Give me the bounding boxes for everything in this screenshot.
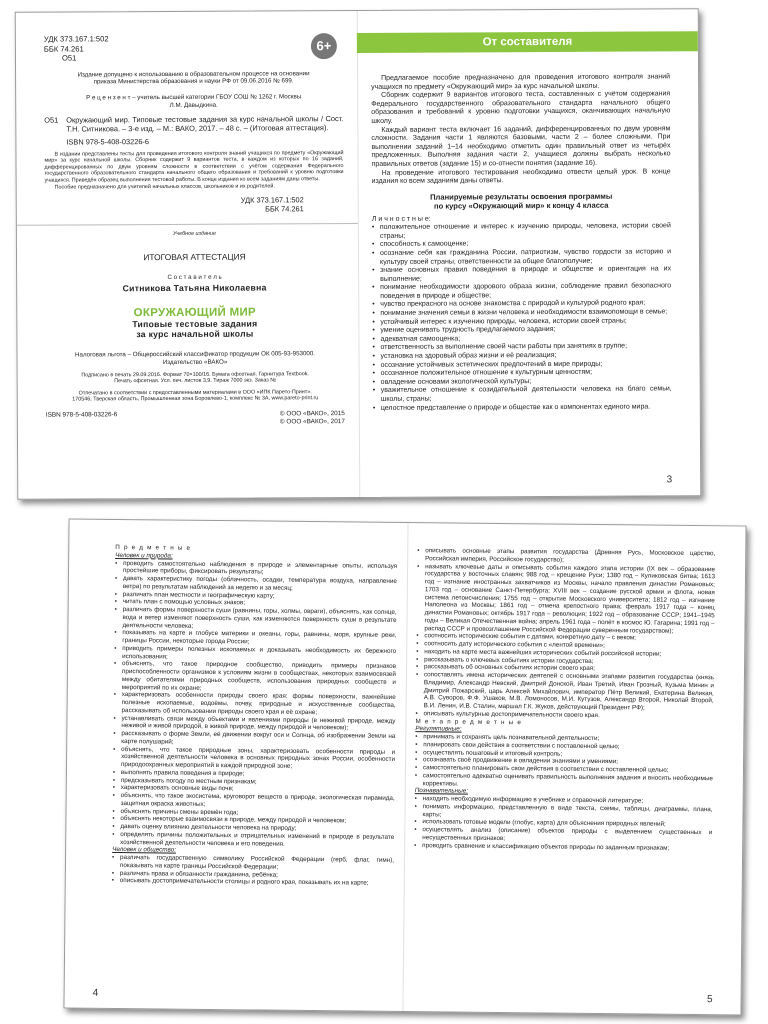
list-item: • предсказывать погоду по местным признакам; — [113, 776, 395, 787]
list-item: • давать характеристику погоды (облачность, осадки, температура воздуха, направление ветра) по результатам наблюдений за неделю и за месяц; — [115, 575, 397, 593]
list-item: • объяснять, что такое природное сообщество, приводить примеры признаков приспособленности организмов к условиям жизни в сообществах, некоторых взаимосвязей между обитателями природных сообществ, использования природных сообществ и мероприятий по их охране; — [114, 660, 396, 694]
series-title: ИТОГОВАЯ АТТЕСТАЦИЯ — [143, 251, 246, 262]
list-item: • читать план с помощью условных знаков; — [115, 598, 397, 609]
publisher: Издательство «ВАКО» — [162, 358, 228, 366]
list-item: • адекватная самооценка; — [372, 334, 671, 344]
list-item: • рассказывать об основных событиях истории своего края; — [416, 663, 714, 674]
list-item: • находить необходимую информацию в учебнике и справочной литературе; — [415, 795, 713, 806]
page-number: 3 — [666, 474, 673, 486]
list-item: • устойчивый интерес к изучению природы, человека, истории своей страны; — [372, 317, 671, 327]
preface-paragraph: Сборник содержит 9 вариантов итогового теста, составленных с учётом содержания Федерального государственного образовательного стандарта начального общего образования и требований к уровню подготовки учащихся, оканчивающих начальную школу. — [371, 90, 671, 125]
list-item: • приводить примеры полезных ископаемых и доказывать необходимость их бережного использования; — [114, 645, 396, 663]
cognitive-results-list — [414, 795, 713, 852]
book-subtitle-2: за курс начальной школы — [136, 328, 254, 340]
edition-label: Учебное издание — [172, 230, 216, 238]
age-rating-badge: 6+ — [311, 33, 337, 59]
compiler-name: Ситникова Татьяна Николаевна — [122, 282, 267, 294]
biblio-text: Окружающий мир. Типовые тестовые задания за курс начальной школы / Сост. Т.Н. Ситникова. – 3-е изд. – М.: ВАКО, 2017. – 48 с. – (Итоговая аттестация). — [66, 114, 344, 134]
list-item: • осознание себя как гражданина России, патриотизм, чувство гордости за историю и культуру своей страны, ответственности за общее благополучие; — [372, 248, 671, 267]
list-item: • знание основных правил поведения в природе и обществе и ориентация на их выполнение; — [372, 265, 671, 284]
list-item: • выполнять правила поведения в природе; — [113, 769, 395, 780]
list-item: • рассказывать о ключевых событиях истории государства; — [416, 656, 714, 667]
imprint-page — [16, 11, 360, 499]
society-results-list — [112, 854, 394, 888]
book-spread-bottom — [63, 518, 746, 1015]
list-item: • осуществлять пошаговый и итоговый контроль; — [415, 749, 713, 760]
planned-results-title-line-2: по курсу «Окружающий мир» к концу 4 класса — [434, 200, 609, 211]
list-item: • принимать и сохранять цель познавательной деятельности; — [415, 733, 713, 744]
list-item: • положительное отношение и интерес к изучению природы, человека, истории своей страны; — [372, 222, 671, 241]
list-item: • соотносить дату исторического события с «лентой времени»; — [416, 640, 714, 651]
annotation: В издании представлены тесты для проведения итогового контроля знаний учащихся по предмету «Окружающий мир» за курс начальной школы. Сборник содержит 9 вариантов теста, в каждом из которых по 16 заданий, дифференцированных по двум уровням сложности в соответствии с учётом содержания Федерального государственного образовательного стандарта начального общего образования и требований к уровню подготовки учащихся. Приведён образец выполнения тестовой работы. В конце издания ко всем заданиям даны ответы. — [44, 149, 344, 184]
list-item: • различать государственную символику Российской Федерации (герб, флаг, гимн), показывать на карте границы Российской Федерации; — [112, 854, 394, 872]
list-item: • различать план местности и географическую карту; — [115, 590, 397, 601]
group-label-regulatory: Регулятивные: — [415, 725, 462, 733]
group-label-cognitive: Познавательные: — [414, 787, 469, 795]
list-item: • называть ключевые даты и описывать события каждого этапа истории (IX век – образование государства у восточных славян; 988 год – крещение Руси; 1380 год – Куликовская битва; 1613 год – изгнание иностранных захватчиков из Москвы, начало правления династии Романовых; 1703 год – основание Санкт-Петербурга; XVIII век – создание русской армии и флота, новая система летоисчисления; 1755 год – открытие Московского университета; 1812 год – изгнание Наполеона из Москвы; 1861 год – отмена крепостного права; февраль 1917 года – конец династии Романовых; октябрь 1917 года – революция; 1922 год – образование СССР; 1941–1945 годы – Великая Отечественная война; апрель 1961 года – полёт в космос Ю. Гагарина; 1991 год – распад СССР и провозглашение Российской Федерации суверенным государством); — [416, 563, 715, 636]
nature-results-list — [112, 559, 397, 849]
list-item: • находить на карте места важнейших исторических событий российской истории; — [416, 648, 714, 659]
book-spread-top — [15, 8, 702, 500]
list-item: • устанавливать связи между объектами и явлениями природы (в неживой природе, между неживой и живой природой, в живой природе, между природой и человеком); — [113, 714, 395, 732]
list-item: • понимать информацию, представленную в виде текста, схемы, таблицы, диаграммы, плана, карты; — [414, 803, 712, 822]
list-item: • целостное представление о природе и обществе как о компонентах единого мира. — [373, 403, 672, 413]
list-item: • объяснять, что такое природные зоны, характеризовать особенности природы и хозяйственной деятельности человека в основных природных зонах России, особенности природоохранных мероприятий в каждой природной зоне; — [113, 745, 395, 771]
page-number: 5 — [706, 994, 713, 1006]
book-title: ОКРУЖАЮЩИЙ МИР — [133, 306, 257, 320]
list-item: • осознавать своё продвижение в овладении знаниями и умениями; — [415, 756, 713, 767]
udk-code: УДК 373.167.1:502 — [43, 34, 109, 44]
bibliographic-record — [44, 114, 343, 134]
personal-results-list — [372, 222, 672, 413]
udk-bottom — [45, 195, 344, 215]
group-label-society: Человек и общество: — [112, 846, 176, 854]
list-item: • проводить самостоятельно наблюдения в природе и элементарные опыты, используя простейшие приборы, фиксировать результаты; — [115, 559, 397, 577]
list-item: • описывать основные этапы развития государства (Древняя Русь, Московское царство, Российская империя, Российское государство); — [417, 547, 715, 566]
list-item: • показывать на карте и глобусе материки и океаны, горы, равнины, моря, крупные реки, границы России, некоторые города России; — [114, 629, 396, 647]
list-item: • способность к самооценке; — [372, 240, 671, 250]
list-item: • рассказывать о форме Земли, её движении вокруг оси и Солнца, об изображении Земли на карте полушарий; — [113, 730, 395, 748]
list-item: • осознанное положительное отношение к культурным ценностям; — [373, 369, 672, 379]
list-item: • осознание устойчивых эстетических предпочтений в мире природы; — [373, 360, 672, 370]
list-item: • осуществлять анализ (описание) объектов природы с выделением существенных и несущественных признаков; — [414, 826, 712, 845]
list-item: • установка на здоровый образ жизни и её реализация; — [373, 351, 672, 361]
list-item: • ответственность за выполнение своей части работы при занятиях в группе; — [372, 343, 671, 353]
book-subtitle-1: Типовые тестовые задания — [132, 318, 258, 330]
preface-paragraph: На проведение итогового тестирования необходимо отвести целый урок. В конце издания ко всем заданиям даны ответы. — [371, 167, 671, 186]
list-item: • проводить сравнение и классификацию объектов природы по заданным признакам; — [414, 842, 712, 853]
history-results-list — [416, 547, 716, 721]
list-item: • различать права и обязанности гражданина, ребёнка; — [112, 869, 394, 880]
isbn-bottom: ISBN 978-5-408-03226-6 — [45, 411, 118, 419]
list-item: • описывать культурные достопримечательности своего края. — [416, 710, 714, 721]
group-label-nature: Человек и природа: — [115, 551, 173, 560]
preface-text — [371, 73, 671, 186]
print-info-2: Печать офсетная. Усл. печ. листов 3,9. Тираж 7000 экз. Заказ № — [114, 377, 277, 385]
divider — [17, 223, 358, 226]
preface-paragraph: Предлагаемое пособие предназначено для проведения итогового контроля знаний учащихся по предмету «Окружающий мир» за курс начальной школы. — [371, 73, 671, 91]
copyright-line-1: © ООО «ВАКО», 2015 — [279, 409, 345, 418]
list-item: • описывать достопримечательности столицы и родного края, показывать их на карте; — [112, 877, 394, 888]
list-item: • понимание значения семьи в жизни человека и необходимости взаимопомощи в семье; — [372, 308, 671, 318]
bbk-bottom-line: ББК 74.261 — [265, 204, 304, 214]
list-item: • различать формы поверхности суши (равнины, горы, холмы, овраги), объяснять, как солнце, вода и ветер изменяют поверхность суши, как изменяются поверхность суши в результате деятельности человека; — [114, 606, 396, 632]
list-item: • сопоставлять имена исторических деятелей с основными этапами развития государства (князь Владимир, Александр Невский, Дмитрий Донской, Иван Третий, Иван Грозный, Кузьма Минин и Дмитрий Пожарский, царь Алексей Михайлович, император Пётр Великий, Екатерина Великая, А.В. Суворов, Ф.Ф. Ушаков, М.В. Ломоносов, М.И. Кутузов, Александр Второй, Николай Второй, В.И. Ленин, И.В. Сталин, маршал Г.К. Жуков, действующий Президент РФ); — [416, 671, 714, 713]
list-item: • определять причины положительных и отрицательных изменений в природе в результате хозяйственной деятельности человека и его поведения. — [112, 831, 394, 849]
udk-block — [44, 33, 343, 63]
metasubject-label: М е т а п р е д м е т н ы е — [415, 717, 523, 726]
list-item: • характеризовать основные виды почв; — [113, 784, 395, 795]
printed-note-1: Отпечатано в соответствии с предоставленными материалами в ООО «ИПК Парето-Принт». — [78, 388, 312, 397]
udk-bottom-line: УДК 373.167.1:502 — [240, 195, 304, 205]
personal-results-label: Л и ч н о с т н ы е: — [371, 215, 431, 223]
printed-note-2: 170546, Тверская область, Промышленная зона Боровлево-1, комплекс № 3А, www.pareto-print.ru — [72, 395, 319, 403]
list-item: • овладение основами экологической культуры; — [373, 377, 672, 387]
reviewer-note: Р е ц е н з е н т – учитель высшей категории ГБОУ СОШ № 1262 г. Москвы Л.М. Давыдкина. — [86, 93, 302, 109]
planned-results-title-line-1: Планируемые результаты освоения программы — [430, 191, 613, 202]
regulatory-results-list — [415, 733, 714, 790]
subject-results-label: П р е д м е т н ы е — [115, 543, 192, 552]
preface-page — [357, 9, 701, 497]
page-5 — [402, 523, 745, 1015]
list-item: • понимание необходимости здорового образа жизни, соблюдение правил безопасного поведения в природе и обществе; — [372, 283, 671, 302]
annotation-audience: Пособие предназначено для учителей начальных классов, школьников и их родителей. — [54, 182, 275, 191]
list-item: • соотносить исторические события с датами, конкретную дату – с веком; — [416, 632, 714, 643]
list-item: • объяснять причины смены времён года; — [112, 807, 394, 818]
author-code: О51 — [61, 53, 77, 63]
preface-paragraph: Каждый вариант теста включает 16 заданий, дифференцированных по двум уровням сложности. Задания части 1 являются базовыми, части 2 – более сложными. При выполнении заданий 1–14 необходимо отметить один правильный ответ из четырёх предложенных. Выполняя задания части 2, учащиеся должны выбрать несколько правильных ответов (задание 15) и со-отнести понятия (задание 16). — [371, 124, 671, 168]
tax-note: Налоговая льгота – Общероссийский классификатор продукции ОК 005-93-953000. — [75, 350, 316, 359]
list-item: • давать оценку влиянию деятельности человека на природу; — [112, 823, 394, 834]
biblio-code: О51 — [44, 115, 59, 125]
list-item: • уважительное отношение к созидательной деятельности человека на благо семьи, школы, страны; — [373, 386, 672, 405]
section-heading: От составителя — [357, 31, 698, 53]
page-4 — [64, 519, 407, 1011]
list-item: • характеризовать особенности природы своего края: формы поверхности, важнейшие полезные ископаемые, водоёмы, почву, природные и искусственные сообщества, рассказывать об использовании природы своего края и её охране; — [114, 691, 396, 717]
planned-results-title — [372, 191, 671, 211]
list-item: • самостоятельно адекватно оценивать правильность выполнения задания и вносить необходимые коррективы. — [415, 772, 713, 791]
list-item: • умение оценивать трудность предлагаемого задания; — [372, 326, 671, 336]
copyright-block — [46, 410, 345, 428]
copyright-line-2: © ООО «ВАКО», 2017 — [279, 417, 345, 426]
bbk-code: ББК 74.261 — [43, 44, 84, 54]
list-item: • самостоятельно планировать свои действия в соответствии с поставленной целью; — [415, 764, 713, 775]
list-item: • чувство прекрасного на основе знакомства с природой и культурой родного края; — [372, 300, 671, 310]
compiler-label: С о с т а в и т е л ь — [167, 273, 222, 281]
isbn-line: ISBN 978-5-408-03226-6 — [66, 136, 150, 147]
list-item: • объяснять, что такое экосистема, круговорот веществ в природе, экологическая пирамида, защитная окраска животных; — [113, 792, 395, 810]
page-number: 4 — [92, 987, 99, 1000]
approval-note: Издание допущено к использованию в образовательном процессе на основании приказа Министерства образования и науки РФ от 09.06.2016 № 699. — [77, 70, 310, 86]
list-item: • объяснять некоторые взаимосвязи в природе, между природой и человеком; — [112, 815, 394, 826]
print-info-1: Подписано в печать 29.09.2016. Формат 70×100/16. Бумага офсетная. Гарнитура Textbook. — [81, 370, 309, 378]
list-item: • планировать свои действия в соответствии с поставленной целью; — [415, 741, 713, 752]
list-item: • использовать готовые модели (глобус, карта) для объяснения природных явлений; — [414, 818, 712, 829]
copyright-lines — [280, 410, 345, 426]
